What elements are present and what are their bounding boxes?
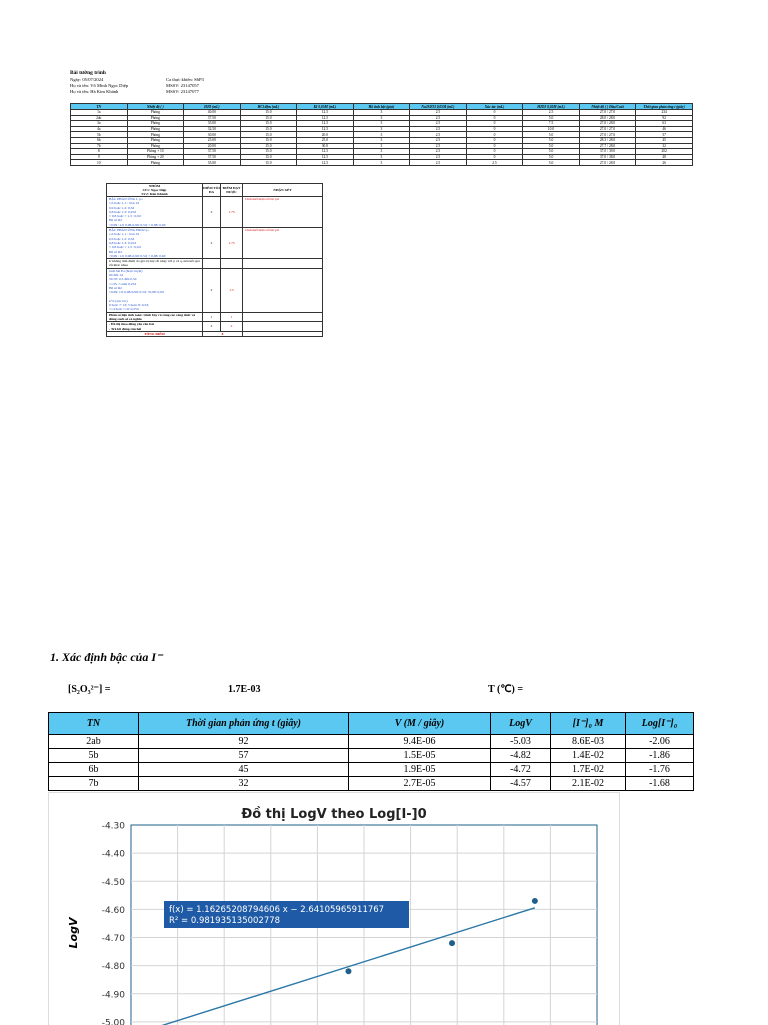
grading-row: [107, 197, 323, 228]
experiment-cell: Phòng: [127, 121, 184, 127]
iodide-cell: 7b: [49, 777, 139, 791]
experiment-col-header: Hồ tinh bột (giọt): [353, 104, 410, 110]
experiment-cell: 3: [353, 121, 410, 127]
iodide-cell: 1.9E-05: [349, 763, 491, 777]
experiment-table-body: [71, 110, 693, 166]
report-title: Bài tường trình: [70, 70, 106, 76]
grading-total-score: 8: [203, 331, 243, 336]
grading-col-header: ĐIỂM ĐẠT ĐƯỢC: [221, 184, 243, 197]
experiment-col-header: H2O2 0,05M (mL): [523, 104, 580, 110]
grading-col-header: ĐIỂM TỐI ĐA: [203, 184, 221, 197]
experiment-cell: 48: [636, 154, 693, 160]
experiment-cell: 2.5: [410, 121, 467, 127]
experiment-cell: 5.0: [523, 132, 580, 138]
grading-col-header: NHÓM SV1: Ngọc Diệp SV2: Kim Khánh: [107, 184, 203, 197]
report-shift: Ca thực khiển: S6P3: [166, 77, 204, 82]
experiment-cell: 2.5: [410, 143, 467, 149]
y-tick-label: -4.40: [101, 849, 125, 860]
logv-chart: [49, 793, 619, 1025]
grading-remark: Chưa kết luận số bậc pư: [243, 197, 323, 228]
y-tick-label: -4.80: [101, 962, 125, 973]
experiment-cell: 5.0: [523, 143, 580, 149]
iodide-cell: -4.57: [491, 777, 551, 791]
experiment-col-header: HCl đệm (mL): [240, 104, 297, 110]
experiment-col-header: Na2S2O3 0,05M (mL): [410, 104, 467, 110]
experiment-col-header: Xúc tác (mL): [466, 104, 523, 110]
grading-criterion: k' không tính điểm do giá trị này rất nhạy với p và q, nên kết quả rất khác nhau: [107, 259, 203, 269]
experiment-cell: 15.0: [240, 115, 297, 121]
experiment-cell: 15.0: [240, 132, 297, 138]
grading-score: 1.5: [221, 268, 243, 312]
experiment-cell: 2.5: [410, 149, 467, 155]
experiment-cell: 8: [71, 149, 128, 155]
experiment-cell: 15.0: [240, 160, 297, 166]
experiment-cell: Phòng: [127, 115, 184, 121]
student-name-2: Họ và tên: Hà Kim Khánh: [70, 89, 119, 94]
iodide-cell: -1.76: [626, 763, 694, 777]
experiment-cell: 32.50: [184, 126, 241, 132]
report-date: Ngày: 05/07/2024: [70, 77, 104, 82]
experiment-cell: 46: [636, 126, 693, 132]
experiment-cell: 0: [466, 110, 523, 116]
experiment-cell: 3: [353, 110, 410, 116]
experiment-cell: 3: [353, 160, 410, 166]
experiment-cell: 5.0: [523, 149, 580, 155]
iodide-cell: -5.03: [491, 735, 551, 749]
experiment-cell: 3: [353, 154, 410, 160]
experiment-col-header: KI 0,05M (mL): [297, 104, 354, 110]
iodide-cell: -1.68: [626, 777, 694, 791]
experiment-cell: 3: [353, 126, 410, 132]
grading-row: [107, 268, 323, 312]
iodide-cell: 5b: [49, 749, 139, 763]
iodide-cell: 92: [139, 735, 349, 749]
experiment-cell: 37.50: [184, 149, 241, 155]
student-name-1: Họ và tên: Võ Minh Ngọc Diệp: [70, 83, 129, 88]
experiment-cell: 3: [353, 149, 410, 155]
experiment-cell: 3: [353, 143, 410, 149]
iodide-cell: 57: [139, 749, 349, 763]
experiment-cell: 2.5: [410, 137, 467, 143]
experiment-cell: 15.0: [240, 110, 297, 116]
experiment-col-header: Nhiệt độ ( ) Đầu/Cuối: [579, 104, 636, 110]
experiment-cell: 37.50: [184, 115, 241, 121]
iodide-row: [49, 735, 694, 749]
iodide-cell: 45: [139, 763, 349, 777]
experiment-cell: 30.0: [297, 143, 354, 149]
experiment-cell: 0: [466, 149, 523, 155]
experiment-cell: 5.0: [523, 154, 580, 160]
experiment-cell: 37.50: [184, 154, 241, 160]
experiment-cell: 26: [636, 160, 693, 166]
iodide-cell: -4.72: [491, 763, 551, 777]
experiment-cell: Phòng + 10: [127, 149, 184, 155]
iodide-col-header: Thời gian phản ứng t (giây): [139, 713, 349, 735]
experiment-cell: 5.0: [523, 160, 580, 166]
experiment-cell: 32: [636, 143, 693, 149]
experiment-cell: 27.7 / 28.0: [579, 143, 636, 149]
experiment-cell: 5.0: [523, 115, 580, 121]
experiment-cell: 12.5: [297, 160, 354, 166]
iodide-cell: 1.7E-02: [551, 763, 626, 777]
grading-body: [107, 197, 323, 337]
experiment-col-header: Nhiệt độ ( ): [127, 104, 184, 110]
experiment-col-header: H2O (mL): [184, 104, 241, 110]
experiment-cell: Phòng: [127, 160, 184, 166]
iodide-cell: 2ab: [49, 735, 139, 749]
grading-remark: Chưa kết luận số bậc pư: [243, 228, 323, 259]
grading-max-score: 1: [203, 312, 221, 322]
experiment-cell: Phòng: [127, 110, 184, 116]
iodide-table-body: [49, 735, 694, 791]
experiment-cell: 27.0 / 28.0: [579, 121, 636, 127]
grading-max-score: [203, 259, 221, 269]
experiment-col-header: TN: [71, 104, 128, 110]
experiment-cell: 15.0: [240, 149, 297, 155]
grading-total-row: [107, 331, 323, 336]
experiment-cell: Phòng + 20: [127, 154, 184, 160]
experiment-cell: 2ab: [71, 115, 128, 121]
data-point: [532, 898, 538, 904]
experiment-cell: 0: [466, 137, 523, 143]
grading-criterion: - Đồ thị theo đúng yêu cầu bài - Trả lời đúng câu hỏi: [107, 322, 203, 332]
experiment-cell: 2.5: [410, 160, 467, 166]
experiment-col-header: Thời gian phản ứng t (giây): [636, 104, 693, 110]
experiment-cell: 12.5: [297, 154, 354, 160]
experiment-cell: 3: [353, 132, 410, 138]
experiment-cell: 0: [466, 143, 523, 149]
iodide-cell: 1.5E-05: [349, 749, 491, 763]
experiment-cell: 25.0: [297, 137, 354, 143]
experiment-cell: 2.5: [410, 110, 467, 116]
experiment-cell: 28.0 / 28.0: [579, 115, 636, 121]
experiment-cell: 15.0: [240, 143, 297, 149]
grading-max-score: 2: [203, 268, 221, 312]
grading-score: [221, 259, 243, 269]
experiment-cell: 0: [466, 121, 523, 127]
grading-table: [106, 183, 323, 337]
trendline-equation: f(x) = 1.16265208794606 x − 2.64105965911767: [169, 905, 385, 915]
iodide-row: [49, 749, 694, 763]
experiment-cell: 15.0: [240, 121, 297, 127]
iodide-col-header: LogV: [491, 713, 551, 735]
experiment-cell: Phòng: [127, 143, 184, 149]
experiment-cell: 27.0 / 27.0: [579, 126, 636, 132]
grading-score: 1.75: [221, 197, 243, 228]
experiment-cell: 234: [636, 110, 693, 116]
iodide-cell: 1.4E-02: [551, 749, 626, 763]
experiment-cell: 5b: [71, 132, 128, 138]
grading-total-label: TỔNG ĐIỂM: [107, 331, 203, 336]
experiment-cell: 3: [353, 137, 410, 143]
y-tick-label: -4.70: [101, 934, 125, 944]
experiment-cell: 3: [353, 115, 410, 121]
iodide-cell: 9.4E-06: [349, 735, 491, 749]
grading-row: [107, 259, 323, 269]
experiment-cell: 0: [466, 115, 523, 121]
experiment-cell: 10: [71, 160, 128, 166]
experiment-cell: 0: [466, 132, 523, 138]
grading-criterion: Phần số liệu tính toán: trình bày rõ ràng các công thức và đúng cách số có nghĩa: [107, 312, 203, 322]
data-point: [345, 968, 351, 974]
experiment-cell: 12.5: [297, 149, 354, 155]
experiment-cell: 2.5: [410, 132, 467, 138]
iodide-cell: 2.1E-02: [551, 777, 626, 791]
experiment-cell: 15.0: [240, 126, 297, 132]
iodide-row: [49, 763, 694, 777]
thiosulfate-label: [S₂O₃²⁻] =: [68, 684, 111, 695]
iodide-cell: 8.6E-03: [551, 735, 626, 749]
experiment-cell: 27.0 / 27.0: [579, 132, 636, 138]
experiment-cell: 15.0: [240, 137, 297, 143]
experiment-cell: 10.0: [523, 126, 580, 132]
experiment-cell: Phòng: [127, 126, 184, 132]
student-id-2: MSSV: 23147077: [166, 89, 199, 94]
experiment-cell: 9: [71, 154, 128, 160]
section-title: 1. Xác định bậc của I⁻: [50, 650, 163, 664]
experiment-cell: 37.0 / 39.0: [579, 149, 636, 155]
experiment-cell: 25.00: [184, 137, 241, 143]
experiment-cell: 1a: [71, 110, 128, 116]
iodide-cell: -2.06: [626, 735, 694, 749]
experiment-cell: 20.0: [297, 132, 354, 138]
y-tick-label: -4.50: [101, 877, 125, 888]
experiment-cell: 12.5: [297, 110, 354, 116]
experiment-cell: 40.00: [184, 110, 241, 116]
iodide-table-header: [49, 713, 694, 735]
experiment-cell: 27.0 / 27.0: [579, 110, 636, 116]
experiment-cell: 5.0: [523, 137, 580, 143]
experiment-cell: 57: [636, 132, 693, 138]
experiment-cell: 15.0: [240, 154, 297, 160]
grading-row: [107, 312, 323, 322]
grading-col-header: NHẬN XÉT: [243, 184, 323, 197]
iodide-row: [49, 777, 694, 791]
iodide-col-header: Log[I⁻]₀: [626, 713, 694, 735]
data-point: [449, 940, 455, 946]
experiment-cell: 27.0 / 28.0: [579, 160, 636, 166]
grading-header: [107, 184, 323, 197]
grading-score: 1: [221, 312, 243, 322]
experiment-cell: 63: [636, 121, 693, 127]
grading-remark: [243, 322, 323, 332]
chart-container: [48, 792, 620, 1025]
iodide-cell: -1.86: [626, 749, 694, 763]
experiment-row: [71, 160, 693, 166]
temperature-label: T (℃) =: [488, 684, 524, 695]
y-axis-label: LogV: [67, 917, 80, 949]
experiment-cell: 4a: [71, 126, 128, 132]
y-tick-label: -4.60: [101, 905, 125, 916]
grading-remark: [243, 268, 323, 312]
experiment-cell: 0: [466, 154, 523, 160]
experiment-cell: 12.5: [297, 115, 354, 121]
grading-remark: [243, 259, 323, 269]
experiment-cell: 37.0 / 38.0: [579, 154, 636, 160]
student-id-1: MSSV: 23147057: [166, 83, 199, 88]
y-tick-label: -5.00: [101, 1018, 125, 1025]
experiment-cell: 202: [636, 149, 693, 155]
experiment-cell: Phòng: [127, 137, 184, 143]
iodide-cell: 6b: [49, 763, 139, 777]
grading-remark: [243, 312, 323, 322]
report-header: [70, 70, 470, 95]
experiment-cell: 30.00: [184, 132, 241, 138]
experiment-table: [70, 103, 693, 166]
experiment-cell: 28.3 / 28.0: [579, 137, 636, 143]
grading-criterion: Giải bài Ea (hoặc tuyệt) 60 đến 1đ 50-70: 0,5 đến 0,5đ <=33, >=nếu 0,25đ Hệ số R2 >0,99: 1đ; 0,98-0,99: 0,5đ; <0,98: 0,0đ k'% (xúc tác) 6 hoặc 7: 1đ; 5 hoặc 8: 0,5đ; <=4 hoặc >=9: 0,25đ: [107, 268, 203, 312]
experiment-cell: 12.5: [297, 126, 354, 132]
thiosulfate-value: 1.7E-03: [228, 684, 261, 695]
grading-total-empty: [243, 331, 323, 336]
grading-criterion: BẬC PHẢN ỨNG H2O2 q= 1,0 hoặc 1,1 : tròn 1đ 0,9 hoặc 1,2: 0,5đ 0,8 hoặc 1,3: 0,25đ < 0,8 hoặc > 1,3 : 0,0đ Hệ số R2 >0,99 : 1đ; 0,98-0,99: 0,5đ; < 0,98: 0,0đ: [107, 228, 203, 259]
chart-title: Đồ thị LogV theo Log[I-]0: [241, 807, 427, 822]
experiment-cell: 0: [466, 126, 523, 132]
experiment-cell: Phòng: [127, 132, 184, 138]
iodide-order-table: [48, 712, 693, 791]
experiment-cell: 2.5: [523, 110, 580, 116]
experiment-cell: 7b: [71, 143, 128, 149]
experiment-cell: 45: [636, 137, 693, 143]
grading-row: [107, 322, 323, 332]
iodide-col-header: TN: [49, 713, 139, 735]
experiment-cell: 2.5: [410, 115, 467, 121]
experiment-cell: 6b: [71, 137, 128, 143]
experiment-cell: 20.00: [184, 143, 241, 149]
trendline-r2: R² = 0.981935135002778: [169, 916, 281, 926]
grading-max-score: 2: [203, 228, 221, 259]
grading-score: 1.75: [221, 228, 243, 259]
y-tick-label: -4.90: [101, 990, 125, 1001]
experiment-cell: 12.5: [297, 121, 354, 127]
experiment-cell: 92: [636, 115, 693, 121]
iodide-cell: -4.82: [491, 749, 551, 763]
iodide-col-header: V (M / giây): [349, 713, 491, 735]
iodide-col-header: [I⁻]₀ M: [551, 713, 626, 735]
experiment-cell: 35.00: [184, 121, 241, 127]
experiment-cell: 3a: [71, 121, 128, 127]
experiment-cell: 35.00: [184, 160, 241, 166]
grading-row: [107, 228, 323, 259]
iodide-cell: 2.7E-05: [349, 777, 491, 791]
experiment-cell: 7.5: [523, 121, 580, 127]
experiment-cell: 2.5: [466, 160, 523, 166]
iodide-cell: 32: [139, 777, 349, 791]
y-tick-label: -4.30: [101, 821, 125, 832]
grading-criterion: BẬC PHẢN ỨNG I- p= 1,0 hoặc 1,1 : tròn 1đ 0,9 hoặc 1,2: 0,5đ 0,8 hoặc 1,3: 0,25đ < 0,8 hoặc > 1,3 : 0,0đ Hệ số R2 >0,99 : 1đ; 0,98-0,99: 0,5đ; < 0,98: 0,0đ: [107, 197, 203, 228]
experiment-cell: 2.5: [410, 126, 467, 132]
grading-max-score: 2: [203, 322, 221, 332]
grading-max-score: 2: [203, 197, 221, 228]
experiment-cell: 2.5: [410, 154, 467, 160]
grading-score: 2: [221, 322, 243, 332]
